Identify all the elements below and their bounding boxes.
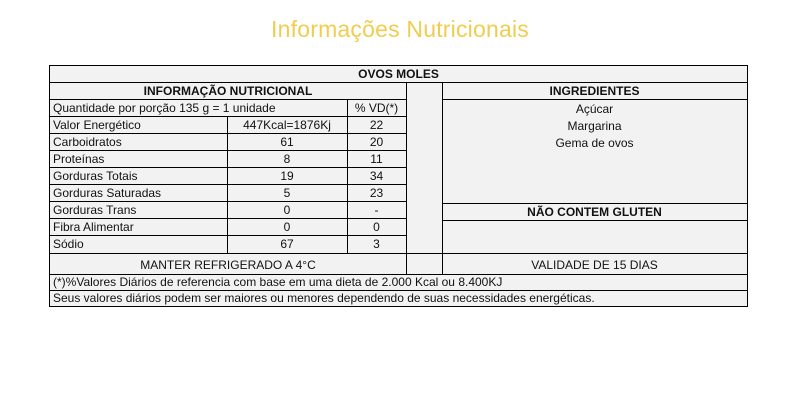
footnote-daily-values: Seus valores diários podem ser maiores ou menores dependendo de suas necessidades energéticas. xyxy=(53,291,595,305)
nutrient-amount: 447Kcal=1876Kj xyxy=(243,118,331,132)
nutrient-name: Gorduras Trans xyxy=(53,203,137,217)
nutrient-amount: 8 xyxy=(283,152,291,166)
nutrient-vd: 11 xyxy=(370,152,383,166)
product-name: OVOS MOLES xyxy=(358,67,439,81)
nutrient-vd: 23 xyxy=(369,186,384,200)
gluten-notice: NÃO CONTEM GLUTEN xyxy=(527,205,662,219)
ingredient-item: Açúcar xyxy=(575,102,614,116)
nutrition-label-table xyxy=(49,65,748,307)
validity-note: VALIDADE DE 15 DIAS xyxy=(531,258,658,272)
nutrient-vd: 20 xyxy=(369,135,384,149)
nutrient-name: Gorduras Saturadas xyxy=(53,186,162,200)
nutrient-name: Valor Energético xyxy=(53,118,141,132)
nutrient-name: Proteínas xyxy=(53,152,105,166)
nutrient-vd: 3 xyxy=(373,237,380,251)
nutrient-amount: 61 xyxy=(280,135,294,149)
portion-label: Quantidade por porção 135 g = 1 unidade xyxy=(53,101,276,115)
nutrient-vd: 0 xyxy=(373,220,380,234)
nutrient-vd: 22 xyxy=(369,118,384,132)
nutrient-name: Gorduras Totais xyxy=(53,169,138,183)
nutrition-header: INFORMAÇÃO NUTRICIONAL xyxy=(143,84,313,98)
nutrient-vd: - xyxy=(374,203,379,217)
nutrient-name: Sódio xyxy=(53,237,84,251)
ingredient-item: Gema de ovos xyxy=(555,136,634,150)
nutrient-amount: 67 xyxy=(280,237,294,251)
ingredient-item: Margarina xyxy=(567,119,622,133)
page-title: Informações Nutricionais xyxy=(271,16,529,42)
ingredients-header: INGREDIENTES xyxy=(549,84,640,98)
nutrient-amount: 0 xyxy=(283,220,291,234)
nutrient-amount: 0 xyxy=(283,203,291,217)
vd-header: % VD(*) xyxy=(354,101,399,115)
footnote-reference: (*)%Valores Diários de referencia com base em uma dieta de 2.000 Kcal ou 8.400KJ xyxy=(53,275,503,289)
nutrient-name: Carboidratos xyxy=(53,135,122,149)
nutrient-amount: 19 xyxy=(280,169,294,183)
nutrient-vd: 34 xyxy=(369,169,384,183)
nutrient-amount: 5 xyxy=(283,186,291,200)
storage-note: MANTER REFRIGERADO A 4°C xyxy=(140,258,316,272)
nutrient-name: Fibra Alimentar xyxy=(53,220,134,234)
